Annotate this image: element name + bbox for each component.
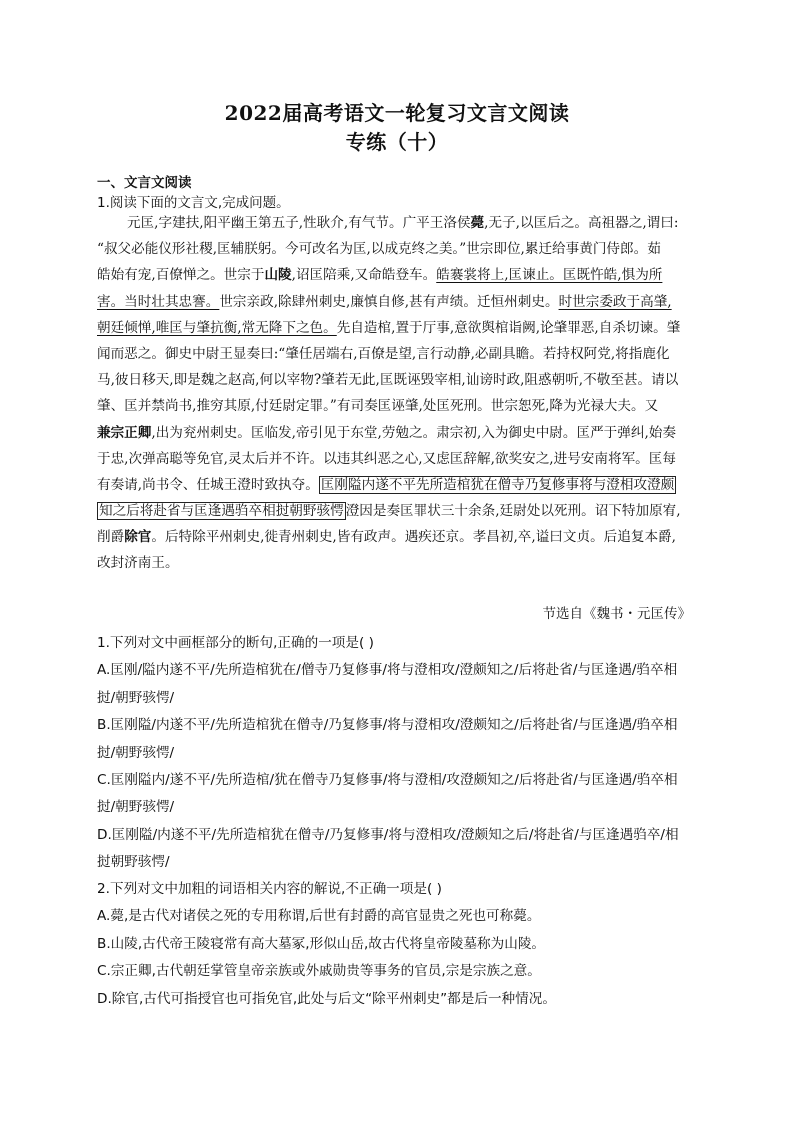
- underlined-text: 皓褰裳将上,匡谏止。匡既忤皓,惧为所: [436, 267, 663, 284]
- passage-line: 皓始有宠,百僚惮之。世宗于山陵,诏匡陪乘,又命皓登车。皓褰裳将上,匡谏止。匡既忤皓,惧为所: [97, 267, 663, 284]
- option-c-cont: 挝/朝野骇愕/: [97, 799, 175, 816]
- passage-line: 马,彼日移天,即是魏之赵高,何以宰物?肇若无此,匡既诬毁宰相,讪谤时政,阻惑朝听,不敬至甚。请以: [97, 372, 679, 389]
- passage-line: 害。当时壮其忠謇。世宗亲政,除肆州刺史,廉慎自修,甚有声绩。迁恒州刺史。时世宗委政于高肇,: [97, 293, 672, 310]
- passage-line: 削爵除官。后特除平州刺史,徙青州刺史,皆有政声。遇疾还京。孝昌初,卒,谥曰文贞。后追复本爵,: [97, 529, 676, 546]
- option-a: A.匡刚/隘内遂不平/先所造棺犹在/僧寺乃复修事/将与澄相攻/澄颇知之/后将赴省/与匡逢遇/驺卒相: [97, 662, 678, 679]
- bold-term-shanling: 山陵: [264, 267, 292, 284]
- page-subtitle: 专练（十）: [345, 130, 449, 154]
- question-stem: 2.下列对文中加粗的词语相关内容的解说,不正确一项是( ): [97, 881, 442, 897]
- passage-line: 肇、匡并禁尚书,推穷其原,付廷尉定罪。”有司奏匡诬肇,处匡死刑。世宗恕死,降为光禄大夫。又: [97, 398, 659, 415]
- question-stem: 1.下列对文中画框部分的断句,正确的一项是( ): [97, 635, 374, 651]
- option-d-cont: 挝朝野骇愕/: [97, 854, 170, 871]
- classical-passage: [97, 210, 691, 577]
- passage-line: 有奏请,尚书令、任城王澄时致执夺。 匡刚隘内遂不平先所造棺犹在僧寺乃复修事将与澄相攻澄颇: [97, 476, 675, 493]
- instruction: 1.阅读下面的文言文,完成问题。: [97, 195, 290, 211]
- passage-line: 朝廷倾惮,唯匡与肇抗衡,常无降下之色。先自造棺,置于厅事,意欲舆棺诣阙,论肇罪恶,自杀切谏。肇: [97, 319, 681, 336]
- option-b: B.匡刚隘/内遂不平/先所造棺犹在僧寺/乃复修事/将与澄相攻/澄颇知之/后将赴省/与匡逢遇/驺卒相: [97, 717, 678, 734]
- passage-line: 知之后将赴省与匡逢遇驺卒相挝朝野骇愕 澄因是奏匡罪状三十余条,廷尉处以死刑。诏下特加原宥,: [99, 503, 681, 520]
- page-title: 2022届高考语文一轮复习文言文阅读: [224, 101, 570, 125]
- option-a-cont: 挝/朝野骇愕/: [97, 689, 175, 706]
- bold-term-chuguan: 除官: [124, 529, 152, 546]
- option-d: D.匡刚隘/内遂不平/先所造棺犹在僧寺/乃复修事/将与澄相攻/澄颇知之后/将赴省/与匡逢遇驺卒/相: [97, 826, 679, 843]
- bold-term-zongzhengqing: 兼宗正卿: [97, 424, 152, 441]
- framed-text: 知之后将赴省与匡逢遇驺卒相挝朝野骇愕: [99, 503, 344, 520]
- option-a: A.薨,是古代对诸侯之死的专用称谓,后世有封爵的高官显贵之死也可称薨。: [97, 908, 541, 925]
- passage-line: 改封济南王。: [97, 555, 179, 572]
- option-c: C.宗正卿,古代朝廷掌管皇帝亲族或外戚勋贵等事务的官员,宗是宗族之意。: [97, 963, 541, 980]
- bold-term-hong: 薨: [470, 215, 485, 231]
- option-b-cont: 挝/朝野骇愕/: [97, 744, 175, 761]
- passage-line: 闻而恶之。御史中尉王显奏曰:“肇任居端右,百僚是望,言行动静,必副具瞻。若持权阿党,将指鹿化: [97, 345, 670, 362]
- passage-line: “叔父必能仪形社稷,匡辅朕躬。今可改名为匡,以成克终之美。”世宗即位,累迁给事黄门侍郎。茹: [97, 241, 661, 258]
- option-b: B.山陵,古代帝王陵寝常有高大墓冢,形似山岳,故古代将皇帝陵墓称为山陵。: [97, 935, 546, 952]
- passage-line: 兼宗正卿,出为兖州刺史。匡临发,帝引见于东堂,劳勉之。肃宗初,入为御史中尉。匡严于弹纠,始奏: [97, 424, 676, 441]
- passage-line: 元匡,字建扶,阳平幽王第五子,性耿介,有气节。广平王洛侯薨,无子,以匡后之。高祖器之,谓曰:: [127, 215, 679, 231]
- option-c: C.匡刚隘内/遂不平/先所造棺/犹在僧寺乃复修事/将与澄相/攻澄颇知之/后将赴省/与匡逢遇/驺卒相: [97, 771, 678, 788]
- section-heading: 一、文言文阅读: [97, 175, 192, 191]
- passage-line: 于忠,次弹高聪等免官,灵太后并不许。以违其纠恶之心,又虑匡辞解,欲奖安之,进号安南将军。匡每: [97, 450, 676, 467]
- framed-text: 匡刚隘内遂不平先所造棺犹在僧寺乃复修事将与澄相攻澄颇: [320, 476, 675, 493]
- question-1: [97, 630, 697, 877]
- question-2: [97, 876, 697, 1013]
- source-citation: 节选自《魏书・元匡传》: [542, 606, 691, 622]
- option-d: D.除官,古代可指授官也可指免官,此处与后文“除平州刺史”都是后一种情况。: [97, 990, 556, 1007]
